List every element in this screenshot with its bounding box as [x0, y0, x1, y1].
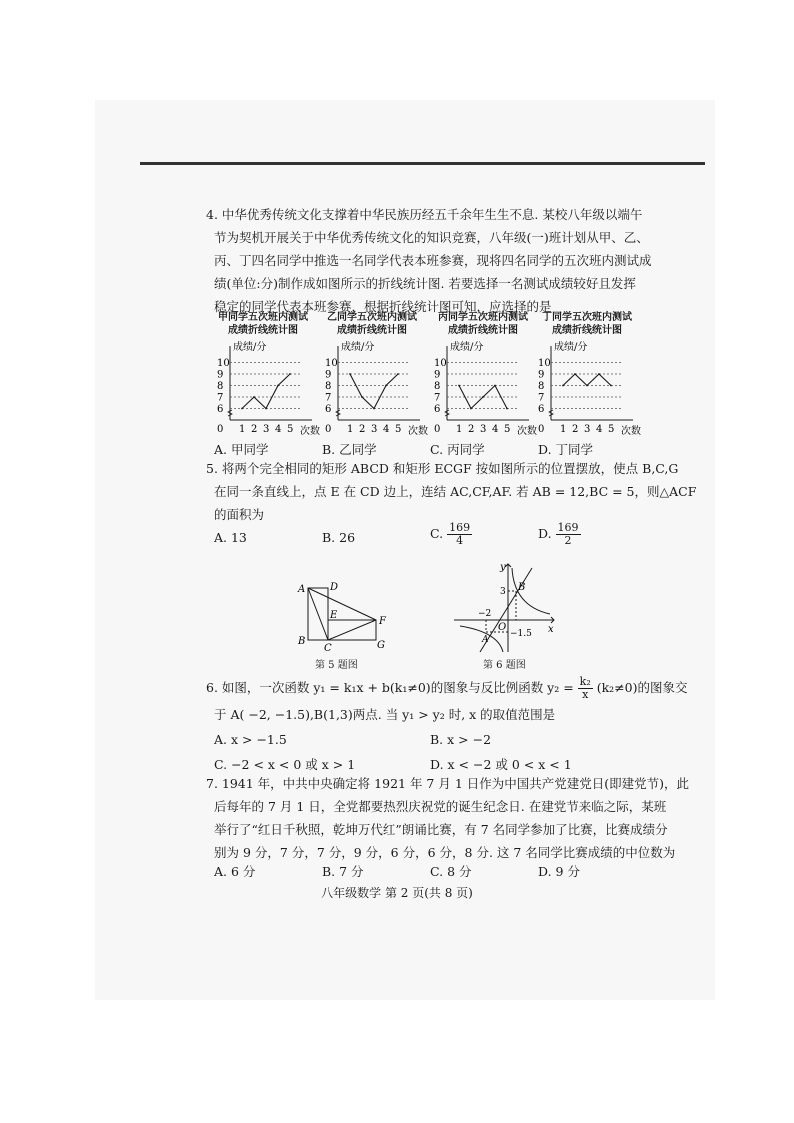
chart-title-line-1: 丁同学五次班内测试 [542, 312, 632, 323]
x-tick-label: 0 [325, 424, 332, 435]
data-point [482, 396, 484, 398]
y-tick-label: 8 [434, 381, 441, 392]
figure-5-caption: 第 5 题图 [315, 660, 358, 671]
data-point [458, 385, 460, 387]
x-tick-label: 0 [434, 424, 441, 435]
q5-option-c-label: C. [430, 526, 444, 541]
chart-title-line-1: 丙同学五次班内测试 [438, 312, 528, 323]
data-point [397, 373, 399, 375]
data-point [265, 408, 267, 410]
axis-break-mark [336, 410, 340, 416]
x-tick-label: 4 [275, 424, 282, 435]
q5-option-d-numerator: 169 [557, 521, 579, 534]
y-tick-label: 9 [434, 369, 441, 381]
q4-option-d: D. 丁同学 [538, 442, 594, 457]
q7-option-c: C. 8 分 [430, 864, 472, 879]
x-tick-label: 5 [287, 424, 294, 435]
label-point-a: A [482, 635, 489, 645]
q5-option-c [430, 522, 472, 547]
x-tick-label: 5 [504, 424, 511, 435]
chart-title-yi [317, 311, 427, 337]
series-line [563, 374, 611, 386]
label-y: y [500, 562, 506, 573]
data-point [277, 385, 279, 387]
label-g: G [377, 640, 385, 651]
data-point [253, 396, 255, 398]
q6-line-2: 于 A( −2, −1.5),B(1,3)两点. 当 y₁ > y₂ 时, x 的取值范围是 [214, 707, 556, 722]
y-tick-label: 10 [217, 358, 230, 369]
data-point [598, 373, 600, 375]
q4-line-1: 4. 中华优秀传统文化支撑着中华民族历经五千余年生生不息. 某校八年级以端午 [206, 207, 643, 222]
segment-cf [328, 620, 376, 640]
x-axis-label: 次数 [408, 426, 428, 435]
label-a: A [298, 584, 306, 595]
data-point [562, 385, 564, 387]
q7-line-3: 举行了“红日千秋照，乾坤万代红”朗诵比赛，有 7 名同学参加了比赛，比赛成绩分 [214, 822, 668, 837]
q5-option-a: A. 13 [214, 530, 247, 545]
q6-line-1 [206, 676, 688, 701]
y-tick-label: 7 [325, 392, 332, 404]
y-tick-label: 10 [325, 358, 338, 369]
y-tick-label: 10 [434, 358, 447, 369]
label-f: F [379, 616, 386, 627]
header-rule [140, 162, 705, 165]
label-d: D [330, 582, 339, 593]
x-tick-label: 2 [572, 424, 579, 435]
label-point-b: B [518, 582, 526, 593]
figure-6-graph [450, 560, 562, 656]
q7-line-1: 7. 1941 年，中共中央确定将 1921 年 7 月 1 日作为中国共产党建党日(即建党节)，此 [206, 776, 689, 791]
label-x: x [548, 624, 554, 635]
q5-option-d [538, 522, 581, 547]
figure-6-caption: 第 6 题图 [483, 660, 526, 671]
chart-title-line-2: 成绩折线统计图 [552, 325, 622, 336]
data-point [506, 408, 508, 410]
x-tick-label: 3 [480, 424, 487, 435]
chart-title-bing [428, 311, 538, 337]
q7-option-a: A. 6 分 [214, 864, 256, 879]
y-axis-label: 成绩/分 [450, 342, 484, 353]
y-tick-label: 8 [538, 381, 545, 392]
q4-option-b: B. 乙同学 [322, 442, 377, 457]
q5-option-c-denominator: 4 [456, 534, 464, 547]
q5-line-1: 5. 将两个完全相同的矩形 ABCD 和矩形 ECGF 按如图所示的位置摆放，使点 B,C,G [206, 461, 679, 476]
data-point [373, 408, 375, 410]
x-axis-label: 次数 [621, 426, 641, 435]
line-chart-ding [535, 340, 645, 435]
x-tick-label: 4 [596, 424, 603, 435]
label-tick-neg2: −2 [478, 609, 492, 619]
data-point [586, 385, 588, 387]
data-point [361, 396, 363, 398]
data-point [349, 373, 351, 375]
series-line [350, 374, 398, 409]
x-tick-label: 0 [538, 424, 545, 435]
x-tick-label: 1 [560, 424, 567, 435]
label-c: C [324, 643, 332, 653]
q5-option-d-denominator: 2 [564, 534, 572, 547]
y-axis-label: 成绩/分 [554, 342, 588, 353]
chart-title-line-2: 成绩折线统计图 [448, 325, 518, 336]
q6-option-a: A. x > −1.5 [214, 732, 287, 747]
data-point [289, 373, 291, 375]
data-point [470, 408, 472, 410]
y-tick-label: 6 [434, 404, 441, 415]
q5-option-c-numerator: 169 [449, 521, 471, 534]
q6-option-d: D. x < −2 或 0 < x < 1 [430, 757, 572, 772]
x-tick-label: 4 [383, 424, 390, 435]
y-tick-label: 6 [325, 404, 332, 415]
x-tick-label: 4 [492, 424, 499, 435]
data-point [610, 385, 612, 387]
label-b: B [298, 636, 306, 647]
q4-line-2: 节为契机开展关于中华优秀传统文化的知识竞赛，八年级(一)班计划从甲、乙、 [214, 230, 649, 245]
q4-option-a: A. 甲同学 [214, 442, 269, 457]
q5-option-d-fraction [556, 522, 581, 547]
y-tick-label: 7 [217, 392, 224, 404]
y-tick-label: 7 [538, 392, 545, 404]
line-chart-bing [431, 340, 541, 435]
q4-line-3: 丙、丁四名同学中推选一名同学代表本班参赛，现将四名同学的五次班内测试成 [214, 253, 652, 268]
q4-line-4: 绩(单位:分)制作成如图所示的折线统计图. 若要选择一名测试成绩较好且发挥 [214, 276, 636, 291]
axis-break-mark [549, 410, 553, 416]
q6-option-b: B. x > −2 [430, 732, 492, 747]
data-point [385, 385, 387, 387]
q5-option-c-fraction [447, 522, 472, 547]
x-tick-label: 2 [359, 424, 366, 435]
q6-line-1-suffix: (k₂≠0)的图象交 [596, 680, 688, 695]
y-tick-label: 8 [325, 381, 332, 392]
chart-title-ding [532, 311, 642, 337]
y-tick-label: 6 [217, 404, 224, 415]
x-tick-label: 1 [456, 424, 463, 435]
x-tick-label: 0 [217, 424, 224, 435]
y-tick-label: 7 [434, 392, 441, 404]
y-tick-label: 10 [538, 358, 551, 369]
y-tick-label: 9 [217, 369, 224, 381]
x-tick-label: 5 [395, 424, 402, 435]
x-axis-label: 次数 [517, 426, 537, 435]
x-tick-label: 3 [371, 424, 378, 435]
x-tick-label: 2 [468, 424, 475, 435]
q7-option-b: B. 7 分 [322, 864, 364, 879]
q5-option-b: B. 26 [322, 530, 356, 545]
axis-break-mark [228, 410, 232, 416]
x-tick-label: 5 [608, 424, 615, 435]
q7-line-4: 别为 9 分，7 分，7 分，9 分，6 分，6 分，8 分. 这 7 名同学比赛成绩的中位数为 [214, 845, 676, 860]
axis-break-mark [445, 410, 449, 416]
chart-title-line-2: 成绩折线统计图 [337, 325, 407, 336]
line-chart-jia [214, 340, 324, 435]
chart-title-line-2: 成绩折线统计图 [228, 325, 298, 336]
data-point [241, 408, 243, 410]
x-tick-label: 1 [347, 424, 354, 435]
data-point [494, 385, 496, 387]
series-line [242, 374, 290, 409]
label-e: E [330, 610, 338, 621]
q6-fraction-numerator: k₂ [579, 675, 591, 688]
q4-line-5: 稳定的同学代表本班参赛，根据折线统计图可知，应选择的是 [214, 299, 552, 314]
y-tick-label: 8 [217, 381, 224, 392]
x-tick-label: 3 [263, 424, 270, 435]
q5-line-3: 的面积为 [214, 507, 265, 522]
q5-line-2: 在同一条直线上，点 E 在 CD 边上，连结 AC,CF,AF. 若 AB = 12,BC = 5，则△ACF [214, 484, 697, 499]
q4-option-c: C. 丙同学 [430, 442, 485, 457]
x-tick-label: 1 [239, 424, 246, 435]
q6-option-c: C. −2 < x < 0 或 x > 1 [214, 757, 356, 772]
label-tick-3: 3 [500, 587, 506, 597]
chart-title-line-1: 甲同学五次班内测试 [218, 312, 308, 323]
chart-title-line-1: 乙同学五次班内测试 [327, 312, 417, 323]
q7-line-2: 后每年的 7 月 1 日，全党都要热烈庆祝党的诞生纪念日. 在建党节来临之际，某班 [214, 799, 667, 814]
line-chart-yi [322, 340, 432, 435]
label-origin: O [498, 622, 507, 633]
q7-option-d: D. 9 分 [538, 864, 580, 879]
q6-fraction-denominator: x [582, 688, 589, 701]
figure-5-rectangles [290, 578, 400, 653]
x-tick-label: 2 [251, 424, 258, 435]
y-tick-label: 9 [325, 369, 332, 381]
q6-line-1-prefix: 6. 如图，一次函数 y₁ = k₁x + b(k₁≠0)的图象与反比例函数 y₂ = [206, 680, 574, 695]
page-footer: 八年级数学 第 2 页(共 8 页) [321, 886, 473, 900]
q6-fraction [578, 676, 593, 701]
y-axis-label: 成绩/分 [233, 342, 267, 353]
label-tick-neg15: −1.5 [510, 629, 532, 639]
y-tick-label: 9 [538, 369, 545, 381]
x-axis-label: 次数 [300, 426, 320, 435]
chart-title-jia [208, 311, 318, 337]
x-tick-label: 3 [584, 424, 591, 435]
q5-option-d-label: D. [538, 526, 552, 541]
y-axis-label: 成绩/分 [341, 342, 375, 353]
y-tick-label: 6 [538, 404, 545, 415]
data-point [574, 373, 576, 375]
